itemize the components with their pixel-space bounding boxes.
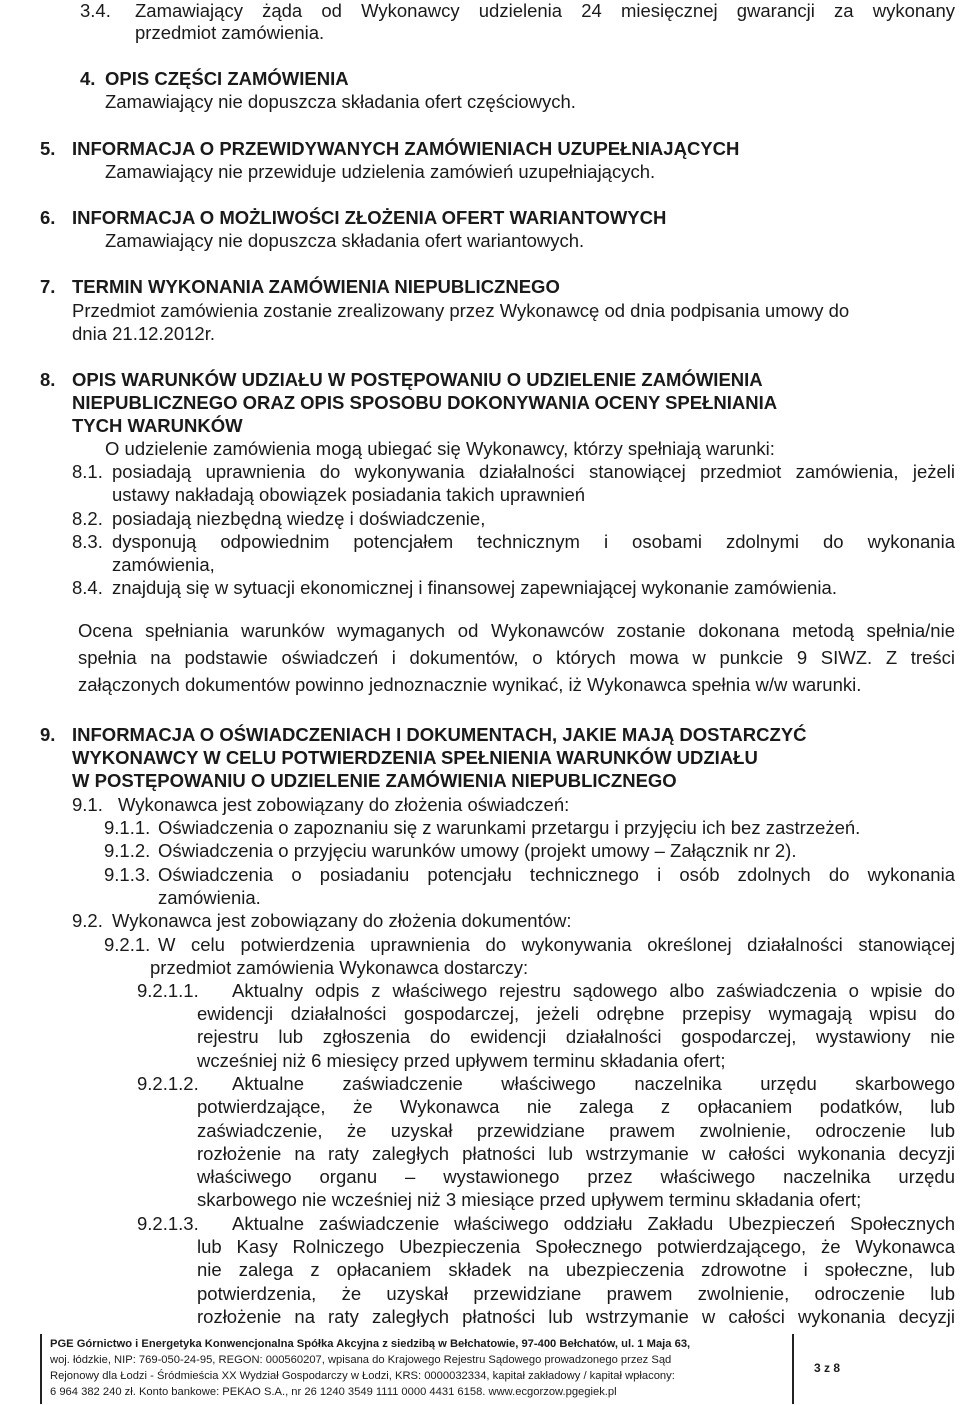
footer-company-line: PGE Górnictwo i Energetyka Konwencjonalna Spółka Akcyjna z siedzibą w Bełchatowie, 97-400 Bełchatów, ul. 1 Maja 63, [50,1338,691,1350]
item-9-2-1-3-line-1: Aktualne zaświadczenie właściwego oddziału Zakładu Ubezpieczeń Społecznych [232,1213,955,1234]
assessment-text: Ocena spełniania warunków wymaganych od Wykonawców zostanie dokonana metodą spełnia/nie [78,620,955,641]
section-8-heading: OPIS WARUNKÓW UDZIAŁU W POSTĘPOWANIU O UDZIELENIE ZAMÓWIENIA [72,369,763,390]
item-9-2-1-3-number: 9.2.1.3. [137,1213,199,1234]
section-7-text: Przedmiot zamówienia zostanie zrealizowany przez Wykonawcę od dnia podpisania umowy do [72,300,850,321]
item-9-1-3-number: 9.1.3. [104,864,151,885]
item-9-2-1-3-line-5: rozłożenie na raty zaległych płatności lub wstrzymanie w całości wykonania decyzji [197,1306,955,1327]
item-8-3-text-cont: zamówienia, [112,554,215,575]
item-8-4-text: znajdują się w sytuacji ekonomicznej i finansowej zapewniającej wykonanie zamówienia. [112,577,837,598]
section-7-text-cont: dnia 21.12.2012r. [72,323,215,344]
section-6-heading: INFORMACJA O MOŻLIWOŚCI ZŁOŻENIA OFERT WARIANTOWYCH [72,207,667,228]
section-9-heading: INFORMACJA O OŚWIADCZENIACH I DOKUMENTACH, JAKIE MAJĄ DOSTARCZYĆ [72,724,807,745]
section-6-text: Zamawiający nie dopuszcza składania ofert wariantowych. [105,230,585,251]
item-9-2-1-text-cont: przedmiot zamówienia Wykonawca dostarczy: [150,957,529,978]
section-9-heading-line-2: WYKONAWCY W CELU POTWIERDZENIA SPEŁNIENIA WARUNKÓW UDZIAŁU [72,747,758,768]
page-footer [40,1334,940,1404]
item-9-2-1-3-line-2: lub Kasy Rolniczego Ubezpieczenia Społecznego potwierdzającego, że Wykonawca [197,1236,955,1257]
item-9-2-1-2-line-1: Aktualne zaświadczenie właściwego naczelnika urzędu skarbowego [232,1073,955,1094]
section-6-number: 6. [40,207,56,228]
item-9-2-1-2-line-5: właściwego organu – wystawionego przez właściwego naczelnika urzędu [197,1166,955,1187]
section-3-4-number: 3.4. [80,0,111,21]
footer-registration-line: woj. łódzkie, NIP: 769-050-24-95, REGON: 000560207, wpisana do Krajowego Rejestru Sądowego prowadzonego przez Sąd [50,1354,672,1366]
item-9-2-1-2-line-2: potwierdzające, że Wykonawca nie zalega z opłacaniem podatków, lub [197,1096,955,1117]
item-8-3-number: 8.3. [72,531,103,552]
section-3-4-text-cont: przedmiot zamówienia. [135,22,325,43]
item-8-2-text: posiadają niezbędną wiedzę i doświadczenie, [112,508,486,529]
item-8-1-text: posiadają uprawnienia do wykonywania działalności stanowiącej przedmiot zamówienia, jeżeli [112,461,955,482]
item-9-1-2-text: Oświadczenia o przyjęciu warunków umowy (projekt umowy – Załącznik nr 2). [158,840,797,861]
section-8-intro: O udzielenie zamówienia mogą ubiegać się Wykonawcy, którzy spełniają warunki: [105,438,775,459]
section-8-heading-line-2: NIEPUBLICZNEGO ORAZ OPIS SPOSOBU DOKONYWANIA OCENY SPEŁNIANIA [72,392,778,413]
item-9-1-1-text: Oświadczenia o zapoznaniu się z warunkami przetargu i przyjęciu ich bez zastrzeżeń. [158,817,861,838]
footer-divider-right [792,1334,794,1404]
item-9-2-1-number: 9.2.1. [104,934,151,955]
page-number: 3 z 8 [814,1361,841,1375]
item-9-2-1-2-number: 9.2.1.2. [137,1073,199,1094]
item-9-2-1-2-line-4: rozłożenie na raty zaległych płatności lub wstrzymanie w całości wykonania decyzji [197,1143,955,1164]
section-9-number: 9. [40,724,56,745]
section-3-4-text: Zamawiający żąda od Wykonawcy udzielenia 24 miesięcznej gwarancji za wykonany [135,0,955,21]
assessment-text-line-3: załączonych dokumentów powinno jednoznacznie wynikać, iż Wykonawca spełnia w/w warunki. [78,674,862,695]
item-9-2-1-1-line-1: Aktualny odpis z właściwego rejestru sądowego albo zaświadczenia o wpisie do [232,980,955,1001]
footer-court-line: Rejonowy dla Łodzi - Śródmieścia XX Wydział Gospodarczy w Łodzi, KRS: 0000032334, kapitał zakładowy / kapitał wpłacony: [50,1370,675,1382]
section-5-number: 5. [40,138,56,159]
item-9-1-number: 9.1. [72,794,103,815]
item-9-2-1-1-line-3: rejestru lub zgłoszenia do ewidencji działalności gospodarczej, wystawiony nie [197,1026,955,1047]
item-8-2-number: 8.2. [72,508,103,529]
item-9-1-1-number: 9.1.1. [104,817,151,838]
item-9-2-1-2-line-3: zaświadczenie, że uzyskał przewidziane prawem zwolnienie, odroczenie lub [197,1120,955,1141]
item-8-4-number: 8.4. [72,577,103,598]
section-5-heading: INFORMACJA O PRZEWIDYWANYCH ZAMÓWIENIACH UZUPEŁNIAJĄCYCH [72,138,740,159]
item-9-1-3-text-cont: zamówienia. [158,887,261,908]
section-4-number: 4. [80,68,96,89]
item-9-2-1-1-line-4: wcześniej niż 6 miesięcy przed upływem terminu składania ofert; [197,1050,726,1071]
item-9-2-1-1-number: 9.2.1.1. [137,980,199,1001]
item-9-2-number: 9.2. [72,910,103,931]
item-9-2-text: Wykonawca jest zobowiązany do złożenia dokumentów: [112,910,572,931]
item-8-1-text-cont: ustawy nakładają obowiązek posiadania takich uprawnień [112,484,586,505]
item-8-1-number: 8.1. [72,461,103,482]
item-9-2-1-3-line-4: potwierdzenia, że uzyskał przewidziane prawem zwolnienie, odroczenie lub [197,1283,955,1304]
item-9-1-2-number: 9.1.2. [104,840,151,861]
item-9-2-1-3-line-3: nie zalega z opłacaniem składek na ubezpieczenia zdrowotne i społeczne, lub [197,1259,955,1280]
footer-bank-line: 6 964 382 240 zł. Konto bankowe: PEKAO S.A., nr 26 1240 3549 1111 0000 4431 6158. www.ecgorzow.pgegiek.pl [50,1386,617,1398]
item-9-2-1-1-line-2: ewidencji działalności gospodarczej, jeżeli odrębne przepisy wymagają wpisu do [197,1003,955,1024]
section-9-heading-line-3: W POSTĘPOWANIU O UDZIELENIE ZAMÓWIENIA NIEPUBLICZNEGO [72,770,677,791]
item-9-2-1-2-line-6: skarbowego nie wcześniej niż 3 miesiące przed upływem terminu składania ofert; [197,1189,862,1210]
section-4-text: Zamawiający nie dopuszcza składania ofert częściowych. [105,91,576,112]
item-9-2-1-text: W celu potwierdzenia uprawnienia do wykonywania określonej działalności stanowiącej [158,934,955,955]
item-8-3-text: dysponują odpowiednim potencjałem technicznym i osobami zdolnymi do wykonania [112,531,955,552]
section-5-text: Zamawiający nie przewiduje udzielenia zamówień uzupełniających. [105,161,656,182]
section-4-heading: OPIS CZĘŚCI ZAMÓWIENIA [105,68,349,89]
footer-divider-left [40,1334,42,1404]
section-7-number: 7. [40,276,56,297]
section-8-number: 8. [40,369,56,390]
item-9-1-text: Wykonawca jest zobowiązany do złożenia oświadczeń: [118,794,570,815]
section-8-heading-line-3: TYCH WARUNKÓW [72,415,243,436]
assessment-text-line-2: spełnia na podstawie oświadczeń i dokumentów, o których mowa w punkcie 9 SIWZ. Z treści [78,647,955,668]
item-9-1-3-text: Oświadczenia o posiadaniu potencjału technicznego i osób zdolnych do wykonania [158,864,955,885]
section-7-heading: TERMIN WYKONANIA ZAMÓWIENIA NIEPUBLICZNEGO [72,276,560,297]
